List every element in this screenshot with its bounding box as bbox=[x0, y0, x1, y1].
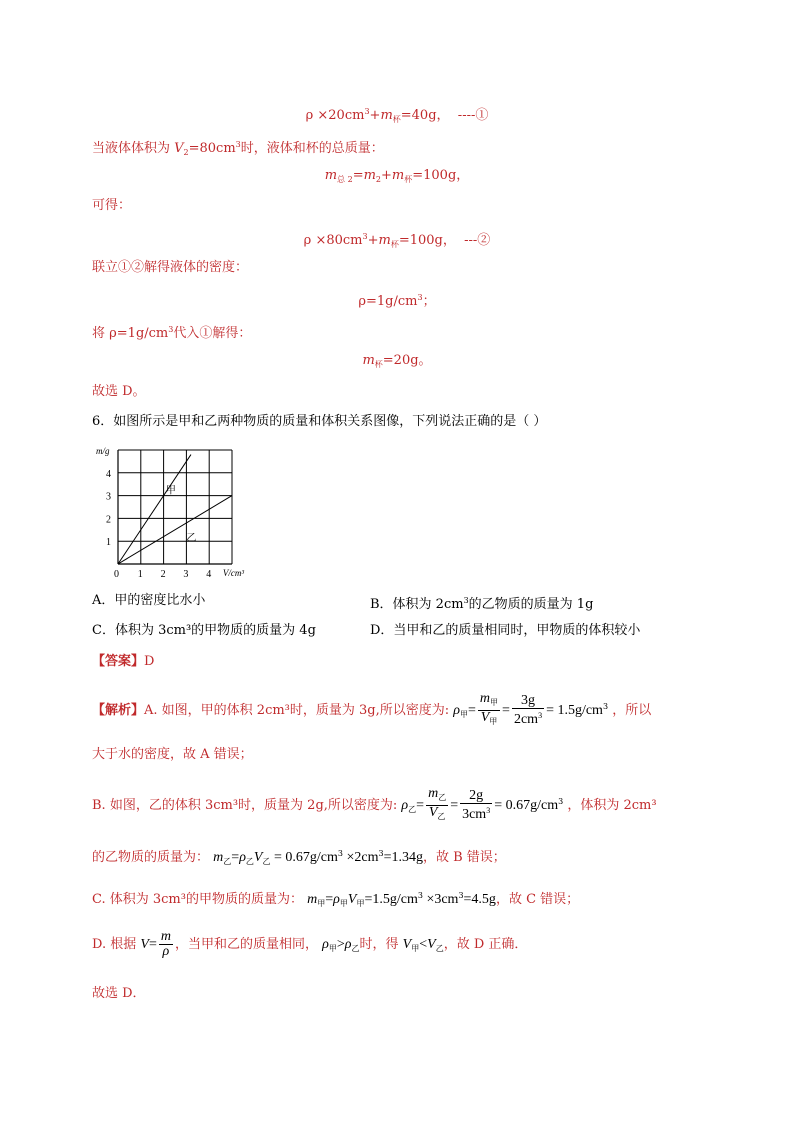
y-tick-label: 4 bbox=[106, 468, 111, 480]
y-tick-label: 1 bbox=[106, 537, 111, 549]
equation-density: $\rho=1g/cm^3$； bbox=[358, 293, 436, 309]
analysis-b-line2: 的乙物质的质量为： $m_乙=\rho_乙V_乙 = 0.67g/cm^3 \times 2cm^3=1.34g$，故 B 错误； bbox=[92, 849, 506, 866]
eq2-tag: ---② bbox=[464, 233, 491, 248]
series-label-jia: 甲 bbox=[165, 485, 176, 497]
y-tick-label: 2 bbox=[106, 514, 111, 526]
eq1-left: ρ ×20cm bbox=[305, 108, 365, 123]
x-tick-label: 3 bbox=[183, 569, 189, 580]
answer-value: D bbox=[144, 654, 155, 669]
equation-1: $\rho \times 20cm^3+m_杯=40g$， ----① bbox=[305, 107, 489, 124]
text-line-choose-d: 故选 D。 bbox=[92, 384, 146, 399]
option-d[interactable]: D．当甲和乙的质量相同时，甲物质的体积较小 bbox=[370, 623, 641, 638]
analysis-c: C. 体积为 3cm³的甲物质的质量为： $m_甲=\rho_甲V_甲=1.5g/cm^3 \times 3cm^3=4.5g$，故 C 错误； bbox=[92, 891, 580, 908]
x-axis-label: V/cm³ bbox=[222, 568, 245, 578]
answer-line bbox=[92, 654, 154, 670]
mass-volume-chart bbox=[92, 442, 282, 582]
chart-series bbox=[118, 455, 232, 564]
equation-total-mass: $m_{总 2}=m_2+m_杯=100g$， bbox=[324, 168, 470, 184]
series-line-乙 bbox=[118, 496, 232, 564]
y-axis-label: m/g bbox=[96, 446, 110, 456]
x-tick-label: 2 bbox=[160, 569, 166, 580]
text-line-solve: 联立①②解得液体的密度： bbox=[92, 260, 249, 275]
series-label-yi: 乙 bbox=[186, 533, 197, 545]
text-line-substitute: 将 $\rho=1g/cm^3$代入①解得： bbox=[92, 325, 252, 341]
analysis-d: D. 根据 V= $\frac{m}{\rho}$ ，当甲和乙的质量相同， $\rho_甲>\rho_乙$时，得 $V_甲<V_乙$，故 D 正确． bbox=[92, 929, 528, 959]
equation-cup-mass: $m_杯=20g$。 bbox=[362, 353, 432, 369]
eq1-tag: ----① bbox=[457, 108, 489, 123]
text-line-volume: 当液体体积为 $V_2=80cm^3$时，液体和杯的总质量： bbox=[92, 140, 384, 157]
chart-grid bbox=[118, 450, 232, 564]
x-tick-label: 1 bbox=[137, 569, 143, 580]
series-line-甲 bbox=[118, 455, 191, 564]
y-tick-label: 3 bbox=[106, 491, 111, 503]
formula-b: $\rho_乙=$ $\frac{m_乙}{V_乙}$ = $\frac{2g}{3cm^3}$ = $0.67g/cm^3$ bbox=[401, 786, 564, 822]
analysis-b: B. 如图，乙的体积 3cm³时，质量为 2g,所以密度为: $\rho_乙=$ $\frac{m_乙}{V_乙}$ = $\frac{2g}{3cm^3}$ = $0.67g/cm^3$ ，体积为 2cm³ bbox=[92, 786, 657, 822]
text-line-deduce: 可得： bbox=[92, 198, 132, 213]
option-b[interactable]: B．体积为 $2cm^3$的乙物质的质量为 1g bbox=[370, 596, 594, 612]
option-a[interactable]: A．甲的密度比水小 bbox=[92, 593, 206, 608]
analysis-a: 【解析】A. 如图，甲的体积 2cm³时，质量为 3g,所以密度为: $\rho_甲=$ $\frac{m_甲}{V_甲}$ = $\frac{3g}{2cm^3}$ = $1.5g/cm^3$ ，所以 bbox=[92, 691, 652, 727]
analysis-final: 故选 D． bbox=[92, 986, 146, 1001]
x-tick-label: 0 bbox=[114, 569, 119, 580]
analysis-label: 【解析】 bbox=[92, 703, 145, 718]
option-c[interactable]: C．体积为 3cm³的甲物质的质量为 4g bbox=[92, 623, 316, 638]
x-tick-label: 4 bbox=[206, 569, 212, 580]
formula-a: $\rho_甲=$ $\frac{m_甲}{V_甲}$ = $\frac{3g}{2cm^3}$ = $1.5g/cm^3$ bbox=[453, 691, 609, 727]
analysis-a-line2: 大于水的密度，故 A 错误； bbox=[92, 747, 253, 762]
answer-label: 【答案】 bbox=[92, 654, 145, 669]
question-stem: 6．如图所示是甲和乙两种物质的质量和体积关系图像，下列说法正确的是（ ） bbox=[92, 414, 547, 429]
equation-2: $\rho \times 80cm^3+m_杯=100g$， ---② bbox=[303, 232, 491, 249]
